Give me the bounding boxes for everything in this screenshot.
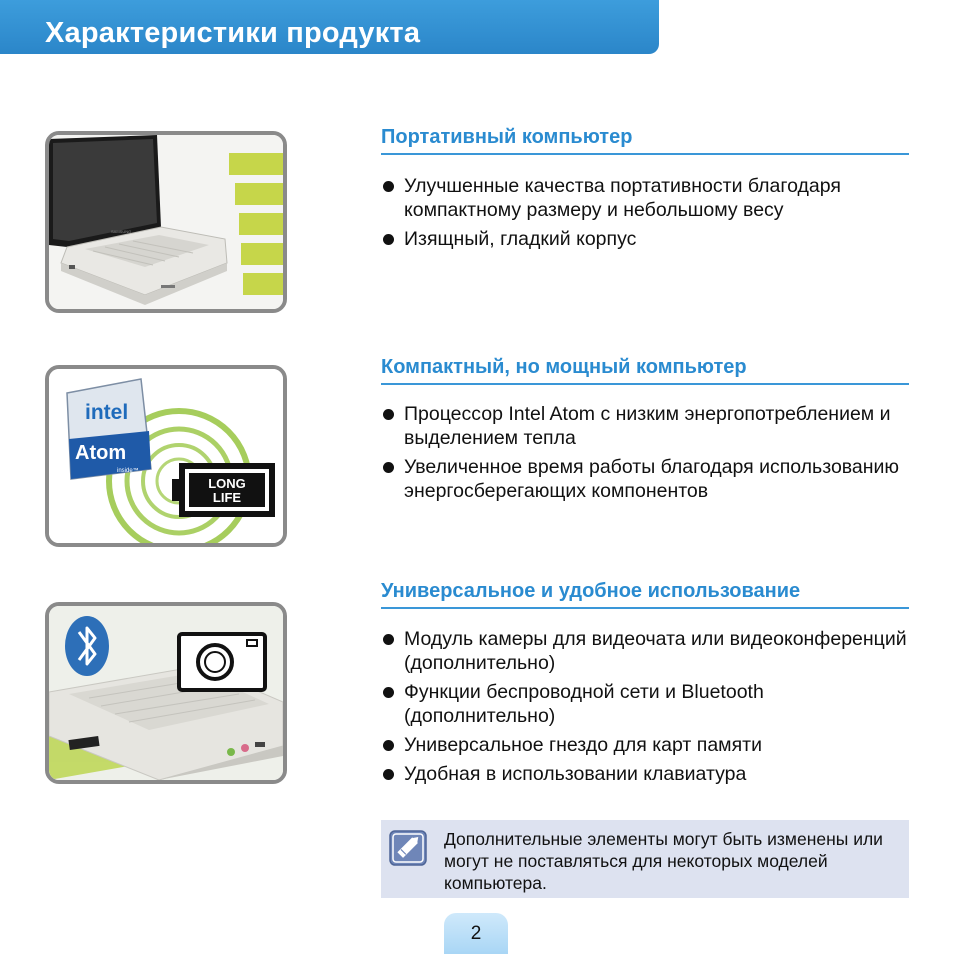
laptop-brand-label: SAMSUNG	[111, 229, 132, 234]
page-title: Характеристики продукта	[45, 17, 421, 49]
intel-atom-image	[45, 365, 287, 547]
bullet-icon	[383, 181, 394, 192]
intel-atom-illustration	[49, 369, 283, 543]
intel-atom-logo	[67, 379, 151, 479]
list-item	[381, 455, 909, 503]
bullet-icon	[383, 769, 394, 780]
bullet-icon	[383, 409, 394, 420]
camera-icon	[179, 634, 265, 690]
bullet-list	[381, 627, 909, 786]
laptop-image	[45, 131, 287, 313]
list-item	[381, 680, 909, 728]
list-item-text: Процессор Intel Atom с низким энергопотреблением и выделением тепла	[404, 403, 891, 449]
long-life-line1: LONG	[208, 476, 246, 491]
list-item-text: Улучшенные качества портативности благодаря компактному размеру и небольшому весу	[404, 175, 841, 221]
bluetooth-icon	[65, 616, 109, 676]
section-compact	[381, 356, 909, 508]
section-portable	[381, 126, 909, 256]
header-bar	[0, 0, 659, 54]
pencil-note-icon	[389, 830, 427, 866]
note-box	[381, 820, 909, 898]
list-item	[381, 733, 909, 757]
long-life-battery-icon	[172, 463, 275, 517]
inside-text: inside™	[117, 468, 139, 474]
section-universal	[381, 580, 909, 791]
long-life-line2: LIFE	[212, 490, 242, 505]
intel-logo-text: intel	[85, 401, 129, 424]
bullet-icon	[383, 740, 394, 751]
section-title: Универсальное и удобное использование	[381, 580, 909, 609]
features-image	[45, 602, 287, 784]
section-title: Компактный, но мощный компьютер	[381, 356, 909, 385]
bullet-list	[381, 402, 909, 503]
laptop-illustration	[49, 135, 283, 309]
note-text: Дополнительные элементы могут быть изменены или могут не поставляться для некоторых моделей компьютера.	[444, 829, 883, 893]
list-item	[381, 627, 909, 675]
bullet-icon	[383, 234, 394, 245]
list-item-text: Модуль камеры для видеочата или видеоконференций (дополнительно)	[404, 628, 907, 674]
list-item-text: Изящный, гладкий корпус	[404, 228, 637, 250]
list-item	[381, 402, 909, 450]
bullet-icon	[383, 462, 394, 473]
bullet-icon	[383, 634, 394, 645]
page-number: 2	[470, 923, 482, 944]
page-number-tab	[444, 913, 508, 954]
list-item	[381, 227, 909, 251]
features-illustration	[49, 606, 283, 780]
bullet-icon	[383, 687, 394, 698]
list-item-text: Удобная в использовании клавиатура	[404, 763, 747, 785]
list-item	[381, 174, 909, 222]
list-item-text: Функции беспроводной сети и Bluetooth (дополнительно)	[404, 681, 764, 727]
list-item-text: Универсальное гнездо для карт памяти	[404, 734, 762, 756]
list-item	[381, 762, 909, 786]
list-item-text: Увеличенное время работы благодаря использованию энергосберегающих компонентов	[404, 456, 900, 502]
section-title: Портативный компьютер	[381, 126, 909, 155]
bullet-list	[381, 174, 909, 251]
atom-logo-text: Atom	[75, 442, 127, 464]
